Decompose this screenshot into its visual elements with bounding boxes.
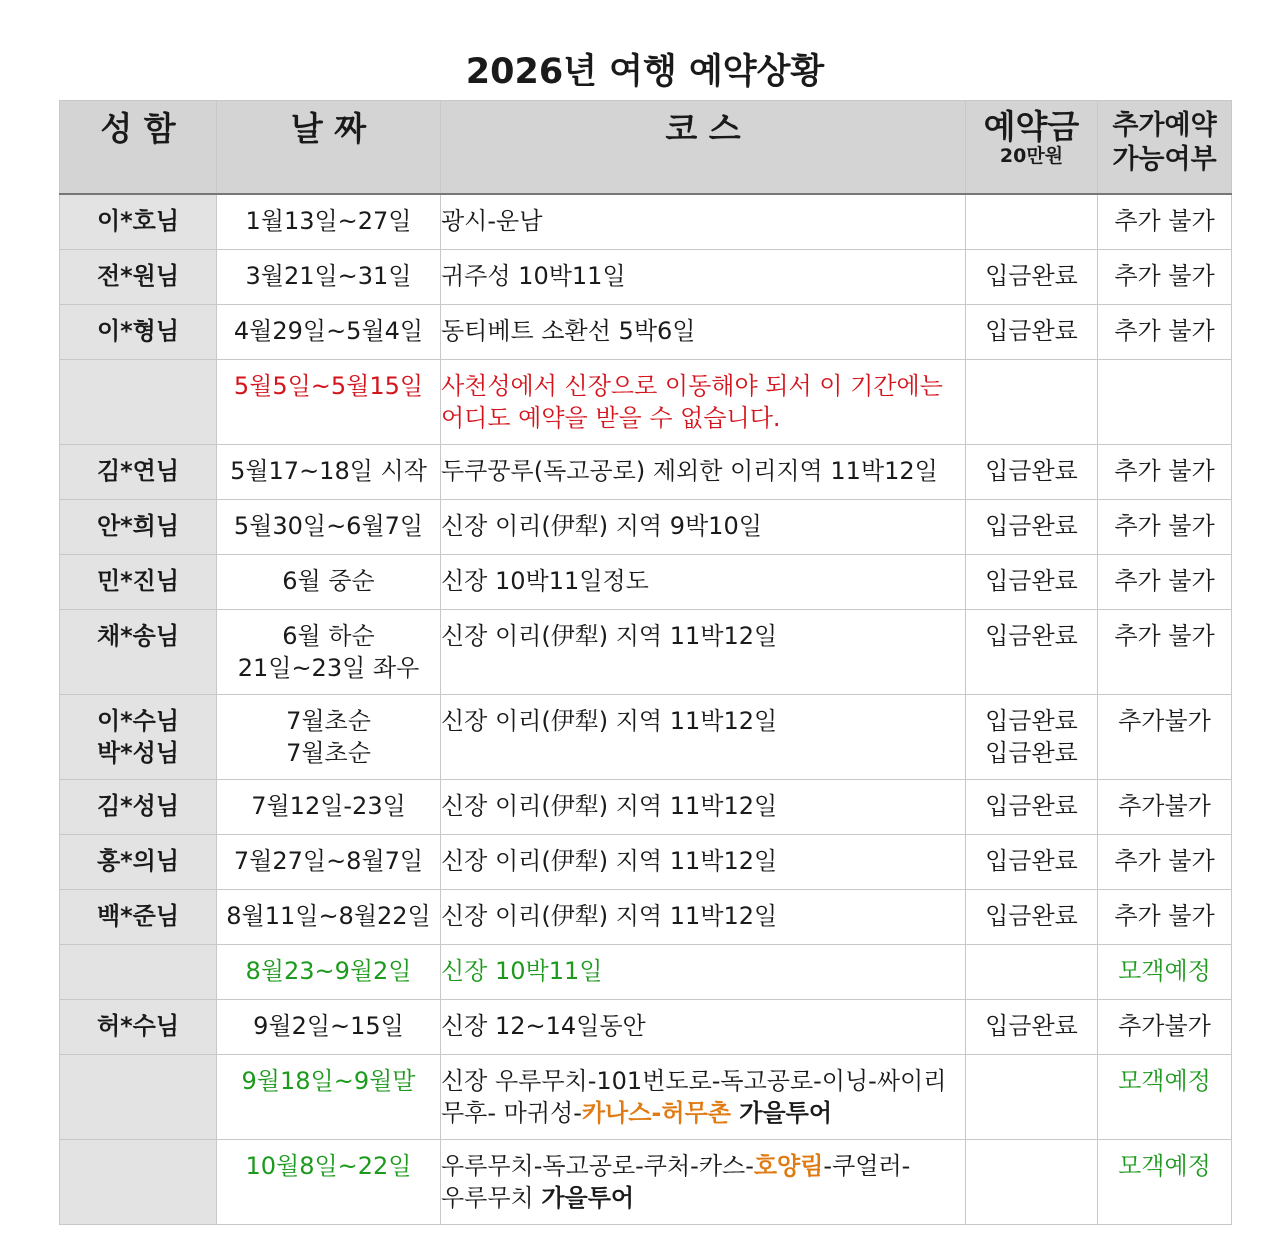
name-cell: 이*호님 <box>60 194 217 250</box>
table-row <box>60 780 1232 835</box>
name-cell: 민*진님 <box>60 555 217 610</box>
course-cell: 신장 이리(伊犁) 지역 11박12일 <box>441 890 966 945</box>
name-cell <box>60 1055 217 1140</box>
extra-cell <box>1098 360 1232 445</box>
deposit-cell: 입금완료 <box>966 780 1098 835</box>
table-row <box>60 1000 1232 1055</box>
table-row <box>60 360 1232 445</box>
course-cell: 신장 이리(伊犁) 지역 11박12일 <box>441 695 966 780</box>
course-cell: 신장 10박11일정도 <box>441 555 966 610</box>
course-cell: 신장 이리(伊犁) 지역 11박12일 <box>441 835 966 890</box>
course-cell: 신장 우루무치-101번도로-독고공로-이닝-싸이리 무후- 마귀성-카나스-허무촌 가을투어 <box>441 1055 966 1140</box>
extra-cell: 추가불가 <box>1098 695 1232 780</box>
extra-cell: 추가 불가 <box>1098 445 1232 500</box>
page-title: 2026년 여행 예약상황 <box>465 52 825 92</box>
name-cell: 김*성님 <box>60 780 217 835</box>
table-row <box>60 445 1232 500</box>
extra-cell: 추가 불가 <box>1098 555 1232 610</box>
date-cell: 7월27일~8월7일 <box>217 835 441 890</box>
table-row <box>60 610 1232 695</box>
date-cell: 7월12일-23일 <box>217 780 441 835</box>
date-cell: 7월초순 7월초순 <box>217 695 441 780</box>
deposit-cell: 입금완료 <box>966 835 1098 890</box>
table-row <box>60 500 1232 555</box>
header-deposit: 예약금 20만원 <box>966 101 1098 195</box>
header-date: 날 짜 <box>217 101 441 195</box>
date-cell: 6월 하순 21일~23일 좌우 <box>217 610 441 695</box>
date-cell: 9월2일~15일 <box>217 1000 441 1055</box>
table-row <box>60 1140 1232 1225</box>
extra-cell: 모객예정 <box>1098 1055 1232 1140</box>
deposit-cell: 입금완료 <box>966 500 1098 555</box>
date-cell: 10월8일~22일 <box>217 1140 441 1225</box>
extra-cell: 모객예정 <box>1098 945 1232 1000</box>
extra-cell: 추가 불가 <box>1098 194 1232 250</box>
name-cell <box>60 945 217 1000</box>
date-cell: 9월18일~9월말 <box>217 1055 441 1140</box>
deposit-cell <box>966 360 1098 445</box>
table-row <box>60 1055 1232 1140</box>
table-row <box>60 250 1232 305</box>
extra-cell: 추가불가 <box>1098 780 1232 835</box>
course-cell: 광시-운남 <box>441 194 966 250</box>
table-row <box>60 555 1232 610</box>
date-cell: 5월5일~5월15일 <box>217 360 441 445</box>
deposit-cell: 입금완료 <box>966 555 1098 610</box>
extra-cell: 모객예정 <box>1098 1140 1232 1225</box>
extra-cell: 추가 불가 <box>1098 610 1232 695</box>
date-cell: 8월11일~8월22일 <box>217 890 441 945</box>
date-cell: 6월 중순 <box>217 555 441 610</box>
course-cell: 우루무치-독고공로-쿠처-카스-호양림-쿠얼러- 우루무치 가을투어 <box>441 1140 966 1225</box>
name-cell: 전*원님 <box>60 250 217 305</box>
course-cell: 신장 10박11일 <box>441 945 966 1000</box>
deposit-cell <box>966 1140 1098 1225</box>
deposit-cell <box>966 1055 1098 1140</box>
date-cell: 4월29일~5월4일 <box>217 305 441 360</box>
name-cell <box>60 1140 217 1225</box>
extra-cell: 추가 불가 <box>1098 890 1232 945</box>
extra-cell: 추가 불가 <box>1098 500 1232 555</box>
extra-cell: 추가불가 <box>1098 1000 1232 1055</box>
extra-cell: 추가 불가 <box>1098 835 1232 890</box>
table-row <box>60 305 1232 360</box>
name-cell <box>60 360 217 445</box>
table-row <box>60 194 1232 250</box>
date-cell: 1월13일~27일 <box>217 194 441 250</box>
reservation-table <box>59 100 1232 1225</box>
deposit-cell: 입금완료 <box>966 1000 1098 1055</box>
course-cell: 사천성에서 신장으로 이동해야 되서 이 기간에는 어디도 예약을 받을 수 없습니다. <box>441 360 966 445</box>
name-cell: 허*수님 <box>60 1000 217 1055</box>
extra-cell: 추가 불가 <box>1098 250 1232 305</box>
deposit-cell: 입금완료 <box>966 890 1098 945</box>
deposit-cell <box>966 194 1098 250</box>
date-cell: 5월30일~6월7일 <box>217 500 441 555</box>
deposit-cell <box>966 945 1098 1000</box>
deposit-cell: 입금완료 <box>966 445 1098 500</box>
name-cell: 김*연님 <box>60 445 217 500</box>
header-row <box>60 101 1232 195</box>
course-cell: 동티베트 소환선 5박6일 <box>441 305 966 360</box>
course-cell: 두쿠꿍루(독고공로) 제외한 이리지역 11박12일 <box>441 445 966 500</box>
date-cell: 3월21일~31일 <box>217 250 441 305</box>
name-cell: 채*송님 <box>60 610 217 695</box>
course-cell: 귀주성 10박11일 <box>441 250 966 305</box>
course-cell: 신장 이리(伊犁) 지역 11박12일 <box>441 780 966 835</box>
table-row <box>60 695 1232 780</box>
date-cell: 5월17~18일 시작 <box>217 445 441 500</box>
table-row <box>60 945 1232 1000</box>
header-extra: 추가예약 가능여부 <box>1098 101 1232 195</box>
course-cell: 신장 12~14일동안 <box>441 1000 966 1055</box>
deposit-cell: 입금완료 <box>966 305 1098 360</box>
name-cell: 백*준님 <box>60 890 217 945</box>
header-name: 성 함 <box>60 101 217 195</box>
name-cell: 홍*의님 <box>60 835 217 890</box>
deposit-cell: 입금완료 입금완료 <box>966 695 1098 780</box>
course-cell: 신장 이리(伊犁) 지역 11박12일 <box>441 610 966 695</box>
table-row <box>60 890 1232 945</box>
name-cell: 안*희님 <box>60 500 217 555</box>
name-cell: 이*형님 <box>60 305 217 360</box>
deposit-cell: 입금완료 <box>966 610 1098 695</box>
extra-cell: 추가 불가 <box>1098 305 1232 360</box>
name-cell: 이*수님 박*성님 <box>60 695 217 780</box>
course-cell: 신장 이리(伊犁) 지역 9박10일 <box>441 500 966 555</box>
header-course: 코 스 <box>441 101 966 195</box>
deposit-cell: 입금완료 <box>966 250 1098 305</box>
date-cell: 8월23~9월2일 <box>217 945 441 1000</box>
table-row <box>60 835 1232 890</box>
